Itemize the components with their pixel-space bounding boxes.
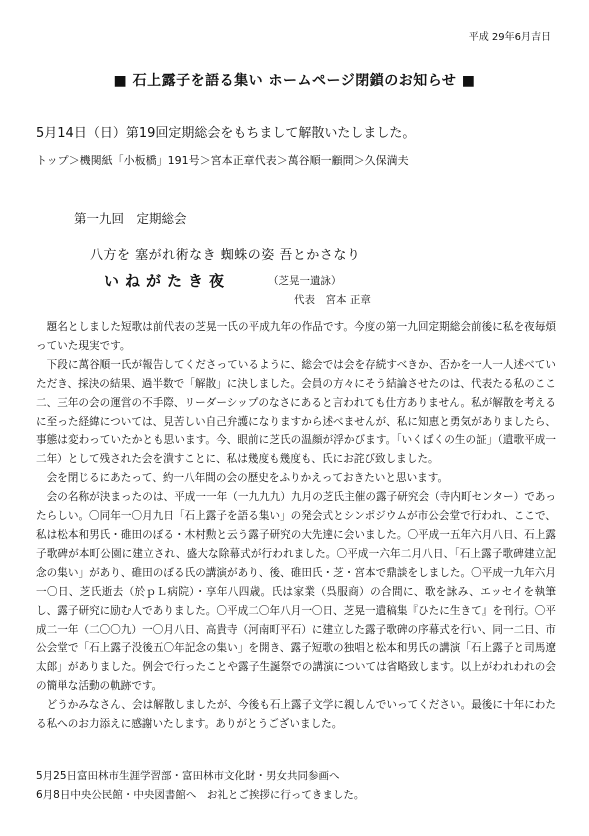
breadcrumb-item-representative[interactable]: 宮本正章代表: [210, 154, 277, 167]
breadcrumb-separator: ＞: [68, 154, 80, 167]
breadcrumb-separator: ＞: [276, 154, 288, 167]
breadcrumb: [36, 152, 409, 168]
footer-line: 5月25日富田林市生涯学習部・富田林市文化財・男女共同参画へ: [36, 770, 340, 782]
poem-line-1: 八方を 塞がれ術なき 蜘蛛の姿 吾とかさなり: [90, 248, 361, 263]
breadcrumb-item-kubo[interactable]: 久保満夫: [364, 154, 409, 167]
footer-notes: [36, 767, 364, 805]
body-paragraph: 題名としました短歌は前代表の芝晃一氏の平成九年の作品です。今度の第一九回定期総会前後に私を夜毎煩っていた現実です。: [36, 321, 556, 352]
body-paragraph: 会の名称が決まったのは、平成一一年（一九九九）九月の芝氏主催の露子研究会（寺内町センター）であったらしい。〇同年一〇月九日「石上露子を語る集い」の発会式とシンポジウムが市公会堂で行われ、ここで、私は松本和男氏・碓田のぼる・木村勲と云う露子研究の大先達に会いました。〇平成一五年六月八日、石上露子歌碑が本町公園に建立され、盛大な除幕式が行われました。〇平成一六年二月八日、「石上露子歌碑建立記念の集い」があり、碓田のぼる氏の講演があり、後、碓田氏・芝・宮本で鼎談をしました。〇平成一九年六月一〇日、芝氏逝去（於ｐＬ病院）・享年八四歳。氏は家業（呉服商）の合間に、歌を詠み、エッセイを執筆し、露子研究に励む人でありました。〇平成二〇年八月一〇日、芝晃一遺稿集『ひたに生きて』を刊行。〇平成二一年（二〇〇九）一〇月八日、高貴寺（河南町平石）に建立した露子歌碑の序幕式を行い、同一二日、市公会堂で「石上露子没後五〇年記念の集い」を開き、露子短歌の独唱と松本和男氏の講演「石上露子と司馬遼太郎」がありました。例会で行ったことや露子生誕祭での講演については省略致します。以上がわれわれの会の簡単な活動の軌跡です。: [36, 491, 556, 693]
breadcrumb-separator: ＞: [199, 154, 211, 167]
message-body: [36, 318, 556, 734]
meeting-title: 第一九回 定期総会: [74, 211, 187, 226]
body-paragraph: 下段に萬谷順一氏が報告してくださっているように、総会では会を存続すべきか、否かを一人一人述べていただき、採決の結果、過半数で「解散」に決しました。会員の方々にそう結論させたのは、代表たる私のここ二、三年の会の運営の不手際、リーダーシップのなさにあると言われても仕方ありません。私が解散を考えるに至った経緯については、見苦しい自己弁護になりますから述べませんが、私に知恵と勇気がありましたら、事態は変わっていたかとも思います。今、眼前に芝氏の温顔が浮かびます。「いくばくの生の証」（遺歌平成一二年）として残された会を潰すことに、私は幾度も幾度も、氏にお詫び致しました。: [36, 358, 556, 466]
breadcrumb-item-top[interactable]: トップ: [36, 154, 69, 167]
dissolution-notice: 5月14日（日）第19回定期総会をもちまして解散いたしました。: [36, 126, 416, 141]
footer-line: 6月8日中央公民館・中央図書館へ お礼とご挨拶に行ってきました。: [36, 789, 365, 801]
signature: 代表 宮本 正章: [294, 294, 371, 306]
poem-author: （芝晃一遺詠）: [268, 275, 342, 287]
breadcrumb-separator: ＞: [353, 154, 365, 167]
document-date: 平成 29年6月吉日: [468, 32, 551, 43]
body-paragraph: 会を閉じるにあたって、約一八年間の会の歴史をふりかえっておきたいと思います。: [46, 472, 449, 485]
breadcrumb-item-bulletin[interactable]: 機関紙「小板橋」191号: [79, 154, 200, 167]
breadcrumb-item-advisor[interactable]: 萬谷順一顧問: [287, 154, 354, 167]
body-paragraph: どうかみなさん、会は解散しましたが、今後も石上露子文学に親しんでいってください。最後に十年にわたる私へのお力添えに感謝いたします。ありがとうございました。: [36, 699, 556, 731]
poem-line-2: いねがたき夜: [104, 272, 231, 290]
page-title: ■ 石上露子を語る集い ホームページ閉鎖のお知らせ ■: [113, 73, 476, 89]
